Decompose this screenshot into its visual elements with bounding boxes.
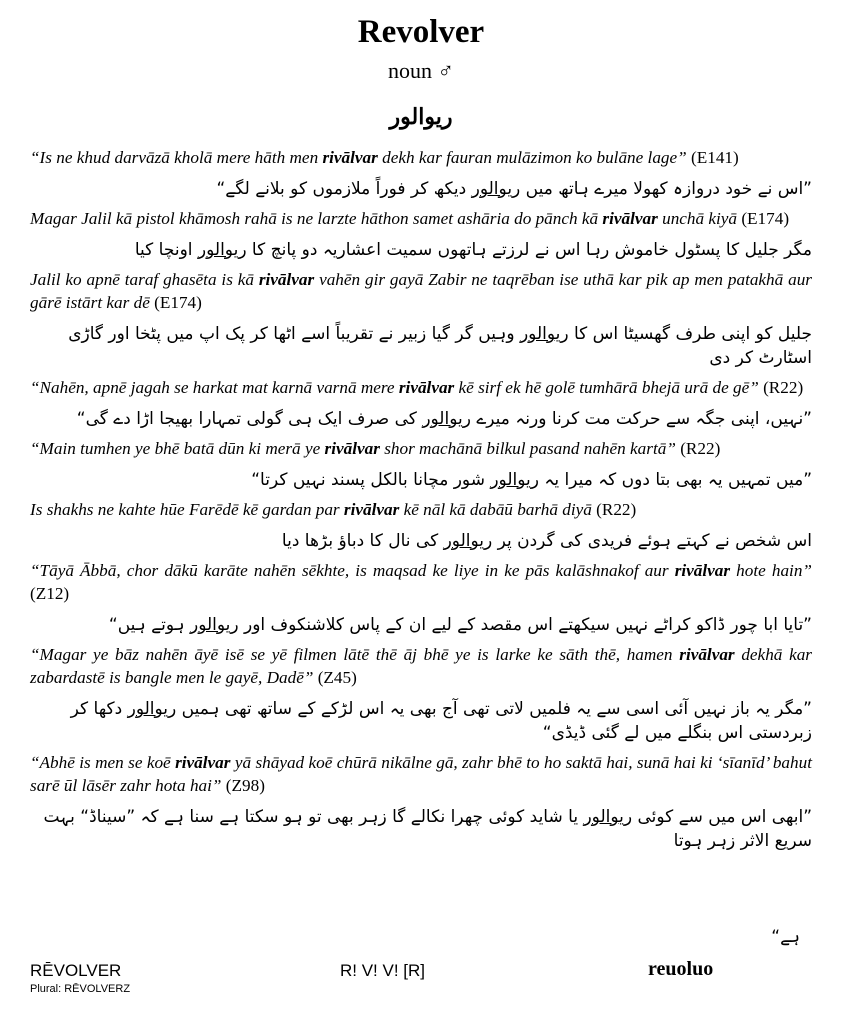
source-reference: (Z98)	[221, 776, 265, 795]
urdu-text-before: ”میں تمہیں یہ بھی بتا دوں کہ میرا یہ	[538, 470, 812, 490]
urdu-text-after: یا شاید کوئی چھرا نکالے گا زہر بھی تو ہو سکتا ہے سنا ہے کہ ”سیناڈ“ بہت سریع الاثر زہر ہوتا	[43, 807, 812, 851]
romanized-text-after: kē nāl kā dabāū barhā diyā	[399, 500, 592, 519]
romanized-text-after: vahēn gir gayā Zabir ne taqrēban ise uthā kar pik ap men patakhā aur gārē istārt kar dē	[30, 270, 812, 312]
urdu-sentence	[30, 177, 812, 201]
urdu-keyword: ریوالور	[197, 240, 247, 260]
urdu-headword: ریوالور	[389, 104, 453, 129]
romanized-sentence	[30, 268, 812, 314]
romanized-text-after: hote hain”	[730, 561, 812, 580]
urdu-keyword: ریوالور	[583, 807, 633, 827]
urdu-keyword: ریوالور	[490, 470, 539, 490]
urdu-text-before: جلیل کو اپنی طرف گھسیٹا اس کا	[568, 324, 812, 344]
romanized-text-before: Is shakhs ne kahte hūe Farēdē kē gardan par	[30, 500, 344, 519]
romanized-sentence	[30, 376, 812, 399]
romanized-text-before: “Nahēn, apnē jagah se harkat mat karnā varnā mere	[30, 378, 399, 397]
urdu-sentence	[30, 805, 812, 853]
romanized-text-before: Jalil ko apnē taraf ghasēta is kā	[30, 270, 259, 289]
source-reference: (R22)	[591, 500, 637, 519]
romanized-sentence	[30, 498, 812, 521]
urdu-keyword: ریوالور	[443, 531, 493, 551]
romanized-keyword: rivālvar	[258, 270, 315, 289]
urdu-text-after: اونچا کیا	[134, 240, 198, 260]
romanized-keyword: rivālvar	[324, 439, 380, 458]
example-entry	[30, 559, 812, 637]
example-entry	[30, 268, 812, 370]
romanized-keyword: rivālvar	[674, 561, 731, 580]
romanized-sentence	[30, 751, 812, 797]
romanized-text-before: “Main tumhen ye bhē batā dūn ki merā ye	[30, 439, 325, 458]
urdu-text-after: کی صرف ایک ہی گولی تمہارا بھیجا اڑا دے گی“	[76, 409, 423, 429]
romanized-keyword: rivālvar	[343, 500, 400, 519]
source-reference: (E141)	[686, 148, 739, 167]
example-entry	[30, 376, 812, 431]
urdu-tail-text: ہے“	[771, 927, 800, 947]
source-reference: (Z45)	[313, 668, 357, 687]
footer-plural: Plural: RĒVOLVERZ	[30, 983, 131, 995]
example-entry	[30, 207, 812, 262]
urdu-text-after: کی نال کا دباؤ بڑھا دیا	[281, 531, 444, 551]
example-entry	[30, 146, 812, 201]
example-entry	[30, 751, 812, 853]
footer-spelling	[30, 961, 130, 995]
romanized-keyword: rivālvar	[602, 209, 658, 228]
urdu-text-before: ”تایا ابا چور ڈاکو کراٹے نہیں سیکھتے اس مقصد کے لیے ان کے پاس کلاشنکوف اور	[238, 615, 812, 635]
urdu-text-before: ”ابھی اس میں سے کوئی	[632, 807, 812, 827]
romanized-text-after: kē sirf ek hē golē tumhārā bhejā urā de gē”	[454, 378, 759, 397]
footer-word: RĒVOLVER	[30, 961, 122, 980]
source-reference: (R22)	[758, 378, 804, 397]
example-entry	[30, 498, 812, 553]
example-entry	[30, 437, 812, 492]
headword-title: Revolver	[357, 14, 485, 50]
romanized-text-after: unchā kiyā	[657, 209, 738, 228]
urdu-text-after: ہوتے ہیں“	[108, 615, 190, 635]
urdu-sentence	[30, 697, 812, 745]
romanized-text-before: “Magar ye bāz nahēn āyē isē se yē filmen lātē thē āj bhē ye is larke ke sāth thē, hamen	[30, 645, 680, 664]
romanized-text-after: yā shāyad koē chūrā nikālne gā, zahr bhē to ho saktā hai, sunā hai ki ‘sīanīd’ bahut sarē ūl lāsēr zahr hota hai”	[30, 753, 812, 795]
urdu-text-after: شور مچانا بالکل پسند نہیں کرتا“	[251, 470, 491, 490]
urdu-text-after: دیکھ کر فوراً ملازموں کو بلانے لگے“	[216, 179, 472, 199]
footer-reversed-word: reuoluo	[648, 958, 714, 980]
source-reference: (E174)	[737, 209, 790, 228]
romanized-keyword: rivālvar	[175, 753, 231, 772]
example-entry	[30, 643, 812, 745]
romanized-text-after: shor machānā bilkul pasand nahēn kartā”	[379, 439, 676, 458]
footer-pronunciation: R! V! V! [R]	[340, 961, 426, 980]
urdu-text-before: مگر جلیل کا پسٹول خاموش رہا اس نے لرزتے ہاتھوں سمیت اعشاریہ دو پانچ کا	[246, 240, 812, 260]
romanized-keyword: rivālvar	[398, 378, 455, 397]
romanized-sentence	[30, 207, 812, 230]
urdu-keyword: ریوالور	[422, 409, 471, 429]
urdu-keyword: ریوالور	[127, 699, 177, 719]
source-reference: (R22)	[675, 439, 721, 458]
romanized-keyword: rivālvar	[679, 645, 735, 664]
romanized-text-after: dekhā kar zabardastē is bangle men le gayē, Dadē”	[30, 645, 813, 687]
urdu-sentence	[30, 407, 812, 431]
urdu-keyword: ریوالور	[471, 179, 521, 199]
source-reference: (Z12)	[30, 584, 70, 603]
romanized-text-before: “Tāyā Ābbā, chor dākū karāte nahēn sēkhte, is maqsad ke liye in ke pās kalāshnakof aur	[30, 561, 675, 580]
urdu-sentence	[30, 238, 812, 262]
source-reference: (E174)	[149, 293, 202, 312]
romanized-text-before: “Is ne khud darvāzā kholā mere hāth men	[30, 148, 323, 167]
part-of-speech: noun ♂	[388, 58, 454, 83]
romanized-sentence	[30, 643, 812, 689]
urdu-text-before: ”نہیں، اپنی جگہ سے حرکت مت کرنا ورنہ میرے	[470, 409, 812, 429]
urdu-text-before: ”اس نے خود دروازہ کھولا میرے ہاتھ میں	[520, 179, 812, 199]
urdu-text-before: ”مگر یہ باز نہیں آئی اسی سے یہ فلمیں لاتی تھی آج بھی یہ اس لڑکے کے ساتھ تھی ہمیں	[176, 699, 812, 719]
romanized-sentence	[30, 437, 812, 460]
urdu-sentence	[30, 468, 812, 492]
urdu-text-before: اس شخص نے کہتے ہوئے فریدی کی گردن پر	[492, 531, 812, 551]
urdu-sentence	[30, 613, 812, 637]
romanized-text-before: “Abhē is men se koē	[30, 753, 176, 772]
urdu-text-after: دکھا کر زبردستی اس بنگلے میں لے گئی ڈیڈی“	[70, 699, 812, 743]
example-list	[30, 146, 812, 859]
romanized-sentence	[30, 146, 812, 169]
romanized-sentence	[30, 559, 812, 605]
urdu-sentence	[30, 322, 812, 370]
urdu-keyword: ریوالور	[189, 615, 239, 635]
romanized-text-before: Magar Jalil kā pistol khāmosh rahā is ne larzte hāthon samet ashāria do pānch kā	[30, 209, 603, 228]
romanized-text-after: dekh kar fauran mulāzimon ko bulāne lage”	[377, 148, 687, 167]
urdu-text-after: وہیں گر گیا زبیر نے تقریباً اسے اٹھا کر پک اپ میں پٹخا اور گاڑی اسٹارٹ کر دی	[68, 324, 812, 368]
romanized-keyword: rivālvar	[322, 148, 378, 167]
urdu-keyword: ریوالور	[519, 324, 569, 344]
urdu-sentence	[30, 529, 812, 553]
urdu-tail-line	[771, 926, 812, 947]
